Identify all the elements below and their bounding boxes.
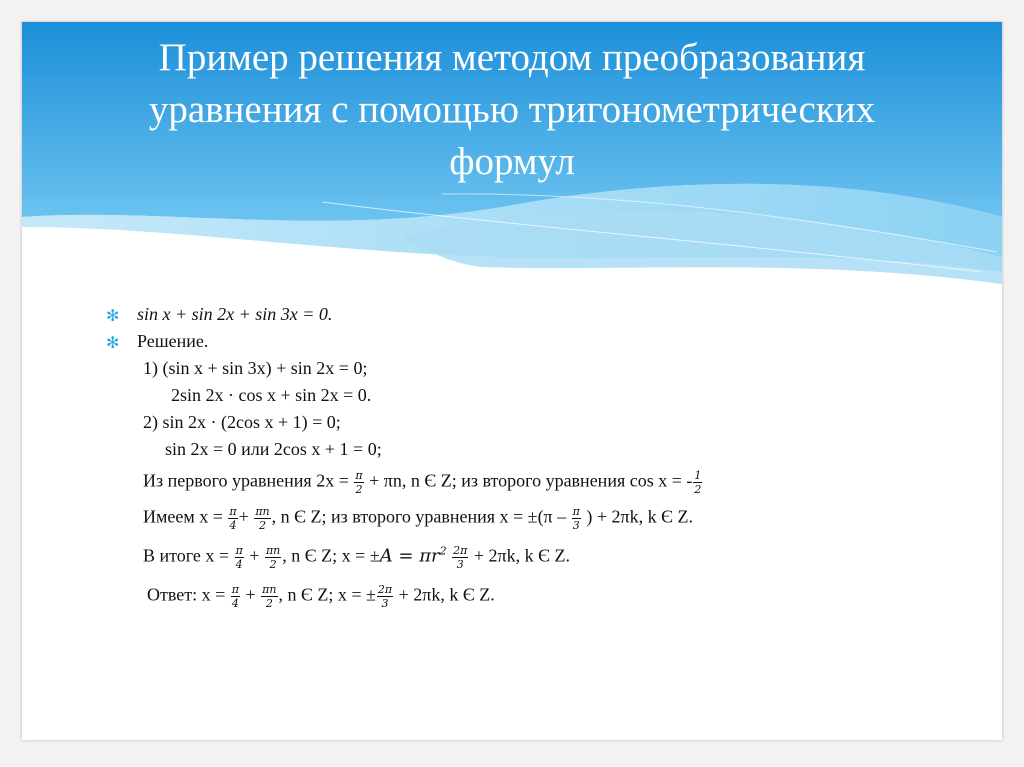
fraction <box>231 583 240 610</box>
exponent: 2 <box>439 544 447 558</box>
slide <box>22 22 1002 740</box>
numerator: πn <box>255 505 270 518</box>
fraction <box>693 469 702 496</box>
numerator: 1 <box>694 469 702 482</box>
text: + πn, n Є Z; из второго уравнения cos x = - <box>369 470 693 491</box>
numerator: πn <box>265 544 281 557</box>
title-line-1: Пример решения методом преобразования <box>158 36 866 79</box>
text: + 2πk, k Є Z. <box>473 545 571 566</box>
numerator: πn <box>262 583 277 596</box>
numerator: π <box>572 505 580 518</box>
equation-statement: sin x + sin 2x + sin 3x = 0. <box>137 304 333 324</box>
title-line-2: уравнения с помощью тригонометрических <box>148 88 876 131</box>
denominator: 2 <box>258 519 266 532</box>
text: + 2πk, k Є Z. <box>398 584 495 605</box>
denominator: 2 <box>269 558 277 571</box>
fraction <box>452 544 468 571</box>
title-line-3: формул <box>449 140 575 183</box>
area-formula: A = πr <box>379 545 440 567</box>
text: ) + 2πk, k Є Z. <box>586 506 694 527</box>
fraction <box>265 544 281 571</box>
text: Ответ: x = <box>147 584 226 605</box>
step-2: 2) sin 2x · (2cos x + 1) = 0; <box>143 412 341 432</box>
fraction <box>377 583 393 610</box>
denominator: 2 <box>265 597 273 610</box>
numerator: 2π <box>377 583 393 596</box>
slide-body <box>22 22 1002 740</box>
text: В итоге x = <box>143 545 230 566</box>
text: Имеем x = <box>143 506 223 527</box>
total-line <box>143 544 570 571</box>
asterisk-bullet-icon: ✻ <box>106 335 120 352</box>
denominator: 3 <box>381 597 389 610</box>
text: , n Є Z; x = ± <box>282 545 380 566</box>
denominator: 4 <box>229 519 237 532</box>
have-line <box>143 505 693 532</box>
step-1-result: 2sin 2x · cos x + sin 2x = 0. <box>171 385 372 405</box>
text: , n Є Z; x = ± <box>278 584 376 605</box>
plus-sign: + <box>249 545 260 566</box>
fraction <box>572 505 581 532</box>
numerator: π <box>355 469 363 482</box>
text: , n Є Z; из второго уравнения x = ±(π – <box>271 506 567 527</box>
fraction <box>354 469 363 496</box>
denominator: 3 <box>456 558 464 571</box>
numerator: 2π <box>453 544 468 557</box>
solution-label: Решение. <box>137 331 209 351</box>
denominator: 2 <box>694 483 702 496</box>
denominator: 4 <box>231 597 239 610</box>
denominator: 3 <box>572 519 580 532</box>
step-1: 1) (sin x + sin 3x) + sin 2x = 0; <box>143 358 368 378</box>
first-equation-line <box>143 469 703 496</box>
fraction <box>228 505 237 532</box>
asterisk-bullet-icon: ✻ <box>106 308 120 325</box>
numerator: π <box>231 583 240 596</box>
denominator: 2 <box>355 483 363 496</box>
denominator: 4 <box>235 558 243 571</box>
numerator: π <box>235 544 243 557</box>
fraction <box>235 544 244 571</box>
plus-sign: + <box>238 506 249 527</box>
fraction <box>254 505 270 532</box>
numerator: π <box>229 505 237 518</box>
answer-line <box>147 583 495 610</box>
fraction <box>261 583 277 610</box>
text: Из первого уравнения 2x = <box>143 470 349 491</box>
step-2-result: sin 2x = 0 или 2cos x + 1 = 0; <box>165 439 382 459</box>
plus-sign: + <box>245 584 256 605</box>
